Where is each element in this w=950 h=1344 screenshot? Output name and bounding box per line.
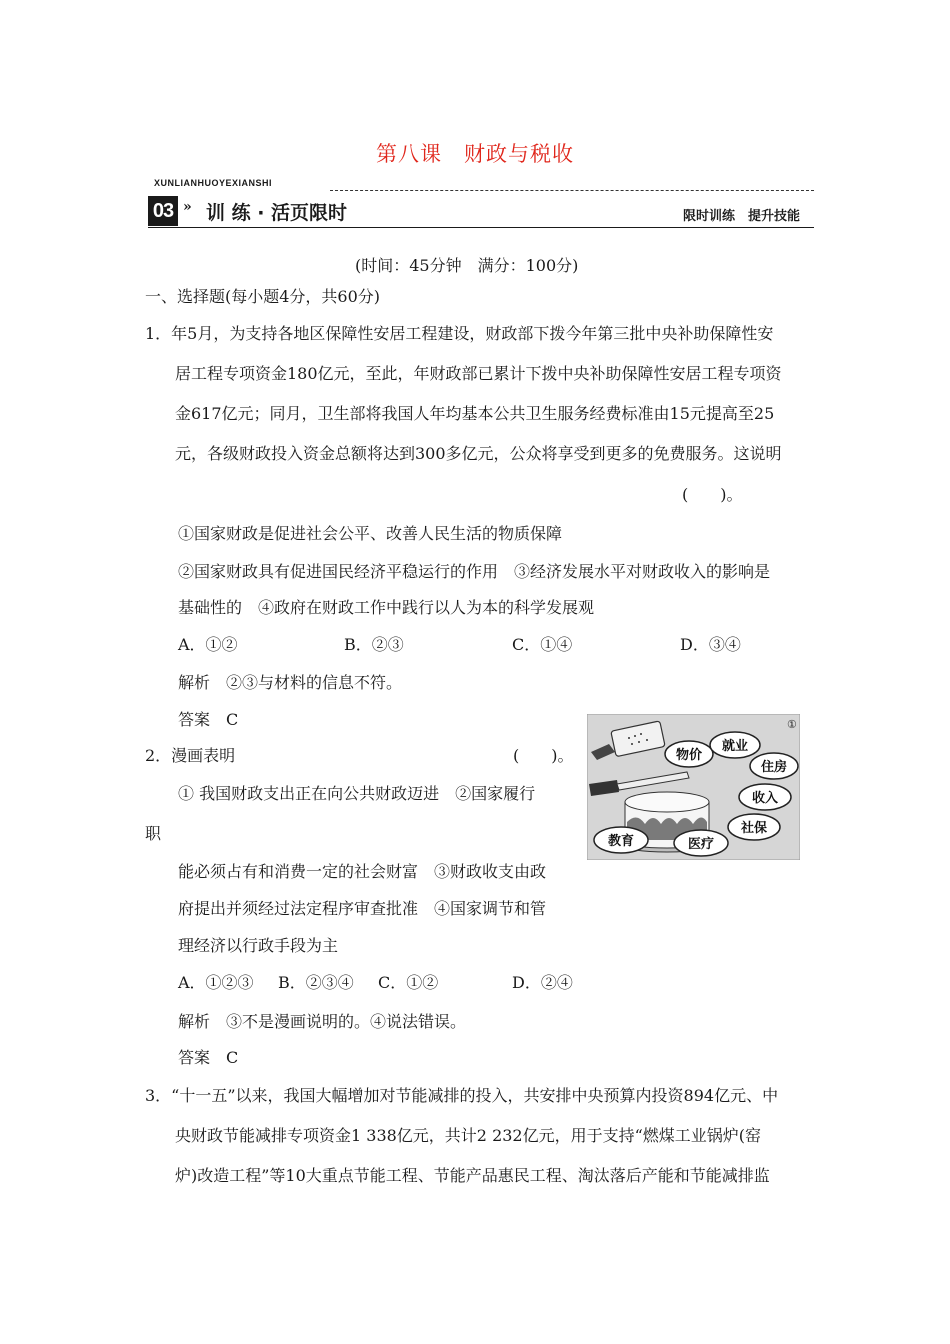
q2-statement-line: 职 bbox=[145, 824, 162, 843]
cartoon-label-housing: 住房 bbox=[760, 760, 788, 775]
q1-answer: 答案 C bbox=[178, 710, 239, 729]
header-banner-title: 训 练 · 活页限时 bbox=[206, 202, 348, 224]
cartoon-label-employment: 就业 bbox=[721, 739, 749, 754]
q1-stem-line: 1．年5月，为支持各地区保障性安居工程建设，财政部下拨今年第三批中央补助保障性安 bbox=[145, 324, 774, 343]
q1-statement: ②国家财政具有促进国民经济平稳运行的作用 ③经济发展水平对财政收入的影响是 bbox=[178, 562, 771, 581]
cartoon-label-healthcare: 医疗 bbox=[687, 837, 715, 852]
cartoon-illustration bbox=[587, 714, 800, 860]
q1-answer-blank: ( )。 bbox=[682, 485, 743, 504]
q3-stem-line: 3．“十一五”以来，我国大幅增加对节能减排的投入，共安排中央预算内投资894亿元、中 bbox=[145, 1086, 779, 1105]
section-number-badge: 03 bbox=[148, 196, 178, 226]
cartoon-label-social-security: 社保 bbox=[740, 821, 768, 836]
q2-choice-b: B．②③④ bbox=[278, 973, 354, 992]
time-info: (时间：45分钟 满分：100分) bbox=[355, 256, 579, 275]
q1-choice-d: D．③④ bbox=[680, 635, 741, 654]
header-rule bbox=[148, 227, 814, 228]
q1-choice-b: B．②③ bbox=[344, 635, 404, 654]
q1-statement: 基础性的 ④政府在财政工作中践行以人为本的科学发展观 bbox=[178, 598, 595, 617]
header-pinyin: XUNLIANHUOYEXIANSHI bbox=[154, 178, 273, 188]
header-banner-slogan: 限时训练 提升技能 bbox=[683, 209, 801, 224]
q2-statement-line: ① 我国财政支出正在向公共财政迈进 ②国家履行 bbox=[178, 784, 536, 803]
q2-statement-line: 府提出并须经过法定程序审查批准 ④国家调节和管 bbox=[178, 899, 547, 918]
q1-stem-line: 元，各级财政投入资金总额将达到300多亿元，公众将享受到更多的免费服务。这说明 bbox=[175, 444, 782, 463]
q2-answer: 答案 C bbox=[178, 1048, 239, 1067]
q2-stem: 2．漫画表明 bbox=[145, 746, 236, 765]
q1-choice-c: C．①④ bbox=[512, 635, 573, 654]
q1-analysis: 解析 ②③与材料的信息不符。 bbox=[178, 673, 403, 692]
cartoon-label-income: 收入 bbox=[751, 791, 779, 806]
q3-stem-line: 炉)改造工程”等10大重点节能工程、节能产品惠民工程、淘汰落后产能和节能减排监 bbox=[175, 1166, 770, 1185]
q3-stem-line: 央财政节能减排专项资金1 338亿元，共计2 232亿元，用于支持“燃煤工业锅炉(窑 bbox=[175, 1126, 762, 1145]
cartoon-label-price: 物价 bbox=[675, 748, 703, 763]
q2-analysis: 解析 ③不是漫画说明的。④说法错误。 bbox=[178, 1012, 467, 1031]
q2-choice-c: C．①② bbox=[378, 973, 439, 992]
cartoon-corner-mark: ① bbox=[787, 718, 797, 731]
q1-statement: ①国家财政是促进社会公平、改善人民生活的物质保障 bbox=[178, 524, 563, 543]
q1-stem-line: 金617亿元；同月，卫生部将我国人年均基本公共卫生服务经费标准由15元提高至25 bbox=[175, 404, 775, 423]
q1-stem-line: 居工程专项资金180亿元，至此，年财政部已累计下拨中央补助保障性安居工程专项资 bbox=[175, 364, 782, 383]
cartoon-label-education: 教育 bbox=[607, 834, 635, 849]
q2-statement-line: 理经济以行政手段为主 bbox=[178, 936, 339, 955]
chevron-icon: » bbox=[183, 199, 192, 215]
q2-statement-line: 能必须占有和消费一定的社会财富 ③财政收支由政 bbox=[178, 862, 547, 881]
lesson-title: 第八课 财政与税收 bbox=[376, 142, 574, 166]
q1-choice-a: A．①② bbox=[178, 635, 238, 654]
section-heading: 一、选择题(每小题4分，共60分) bbox=[145, 287, 381, 306]
q2-choice-a: A．①②③ bbox=[178, 973, 254, 992]
q2-choice-d: D．②④ bbox=[512, 973, 573, 992]
header-dashed-line bbox=[330, 190, 814, 191]
q2-answer-blank: ( )。 bbox=[513, 746, 574, 765]
